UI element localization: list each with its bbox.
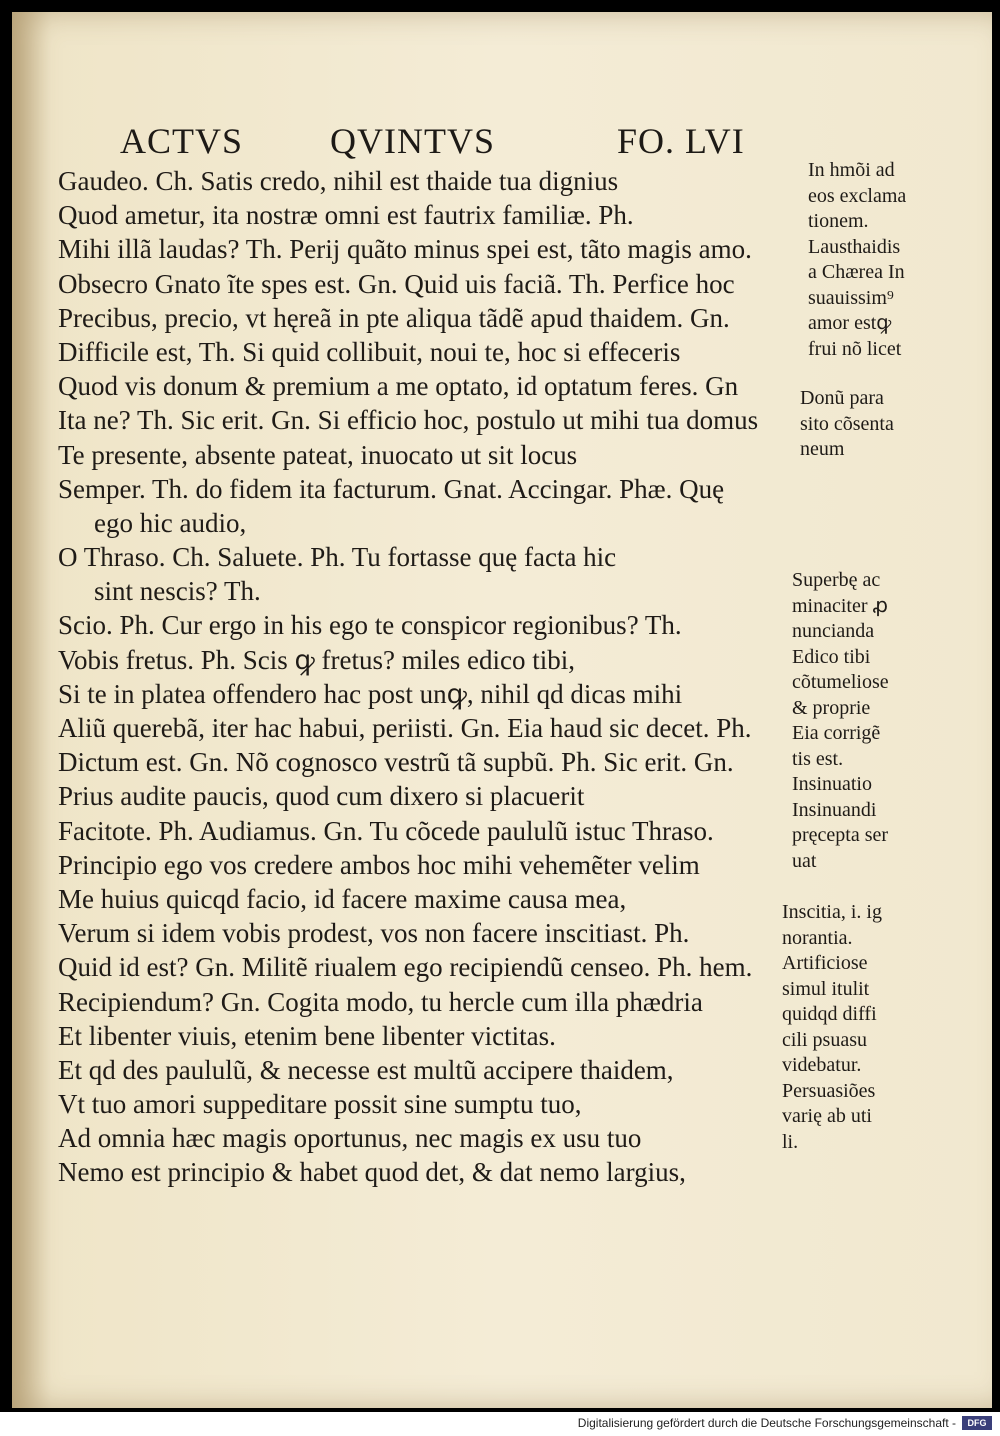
funding-notice: Digitalisierung gefördert durch die Deutsche Forschungsgemeinschaft - [577,1416,956,1430]
text-line: Mihi illã laudas? Th. Perij quãto minus spei est, tãto magis amo. [58,234,752,265]
text-line: Vobis fretus. Ph. Scis ꝙ fretus? miles edico tibi, [58,644,575,675]
text-line: Aliũ querebã, iter hac habui, periisti. Gn. Eia haud sic decet. Ph. [58,713,752,743]
note-line: In hmõi ad [808,159,895,181]
note-line: Donũ para [800,387,884,409]
note-line: norantia. [782,926,853,949]
header-left: ACTVS [120,121,244,161]
header-center: QVINTVS [330,121,495,161]
note-line: frui nõ licet [808,337,902,360]
text-line: Obsecro Gnato ĩte spes est. Gn. Quid uis faciã. Th. Perfice hoc [58,268,735,299]
note-line: cili psuasu [782,1028,867,1051]
text-line: Dictum est. Gn. Nõ cognosco vestrũ tã supbũ. Ph. Sic erit. Gn. [58,747,734,778]
note-line: a Chærea In [808,261,905,283]
footer-bar [0,1412,1000,1436]
text-line: Recipiendum? Gn. Cogita modo, tu hercle cum illa phædria [58,986,703,1017]
margin-note-4 [782,900,882,1155]
note-line: Persuasiões [782,1079,876,1102]
margin-note-1 [808,158,906,362]
text-line: Ita ne? Th. Sic erit. Gn. Si efficio hoc, postulo ut mihi tua domus [58,405,759,436]
text-line: ego hic audio, [94,507,247,538]
text-line: Prius audite paucis, quod cum dixero si placuerit [58,781,585,812]
running-header [12,120,992,160]
text-line: Si te in platea offendero hac post unꝙ, nihil qd dicas mihi [58,678,683,709]
dfg-logo-icon: DFG [962,1416,992,1430]
note-line: & proprie [792,696,871,719]
note-line: nuncianda [792,620,875,642]
note-line: Lausthaidis [808,235,901,258]
note-line: sito cõsenta [800,412,894,435]
note-line: neum [800,438,845,460]
text-line: Difficile est, Th. Si quid collibuit, noui te, hoc si effeceris [58,336,681,367]
note-line: minaciter ꝓ [792,594,889,617]
text-line: Quod ametur, ita nostræ omni est fautrix familiæ. Ph. [58,200,634,231]
text-line: Et qd des paululũ, & necesse est multũ accipere thaidem, [58,1054,674,1085]
folio-number: FO. LVI [617,121,745,161]
note-line: eos exclama [808,184,907,207]
note-line: amor estꝙ [808,312,892,334]
note-line: li. [782,1130,799,1153]
text-line: Me huius quicqd facio, id facere maxime causa mea, [58,883,627,914]
margin-note-2 [800,386,894,463]
text-line: Precibus, precio, vt hęreã in pte aliqua tãdẽ apud thaidem. Gn. [58,302,730,333]
text-line: sint nescis? Th. [94,576,261,607]
text-line: Semper. Th. do fidem ita facturum. Gnat. Accingar. Phæ. Quę [58,473,725,504]
text-line: Et libenter viuis, etenim bene libenter victitas. [58,1020,556,1051]
text-line: O Thraso. Ch. Saluete. Ph. Tu fortasse quę facta hic [58,542,617,573]
text-line: Quod vis donum & premium a me optato, id optatum feres. Gn [58,371,739,402]
text-line: Quid id est? Gn. Militẽ riualem ego recipiendũ censeo. Ph. hem. [58,952,753,983]
text-line: Facitote. Ph. Audiamus. Gn. Tu cõcede paululũ istuc Thraso. [58,815,714,846]
note-line: uat [792,849,817,872]
text-line: Vt tuo amori suppeditare possit sine sumptu tuo, [58,1089,582,1120]
note-line: Inscitia, i. ig [782,901,882,923]
text-line: Te presente, absente pateat, inuocato ut sit locus [58,439,578,470]
note-line: Superbę ac [792,569,881,591]
note-line: suauissim⁹ [808,286,894,309]
note-line: Edico tibi [792,645,871,668]
note-line: simul itulit [782,977,870,1000]
note-line: quidqd diffi [782,1003,877,1025]
note-line: tionem. [808,210,869,232]
note-line: Artificiose [782,952,868,974]
note-line: Insinuandi [792,798,877,821]
text-line: Ad omnia hæc magis oportunus, nec magis ex usu tuo [58,1123,642,1154]
note-line: videbatur. [782,1054,862,1076]
main-text-block [58,164,798,1190]
text-line: Scio. Ph. Cur ergo in his ego te conspicor regionibus? Th. [58,610,682,641]
book-page [12,12,992,1408]
note-line: Insinuatio [792,773,872,795]
text-line: Gaudeo. Ch. Satis credo, nihil est thaide tua dignius [58,166,619,196]
note-line: pręcepta ser [792,824,889,846]
note-line: varię ab uti [782,1105,872,1127]
note-line: tis est. [792,747,844,770]
text-line: Principio ego vos credere ambos hoc mihi vehemẽter velim [58,849,700,880]
note-line: cõtumeliose [792,671,889,693]
note-line: Eia corrigẽ [792,722,881,744]
margin-note-3 [792,568,889,874]
text-line: Nemo est principio & habet quod det, & dat nemo largius, [58,1157,686,1188]
text-line: Verum si idem vobis prodest, vos non facere inscitiast. Ph. [58,918,690,949]
